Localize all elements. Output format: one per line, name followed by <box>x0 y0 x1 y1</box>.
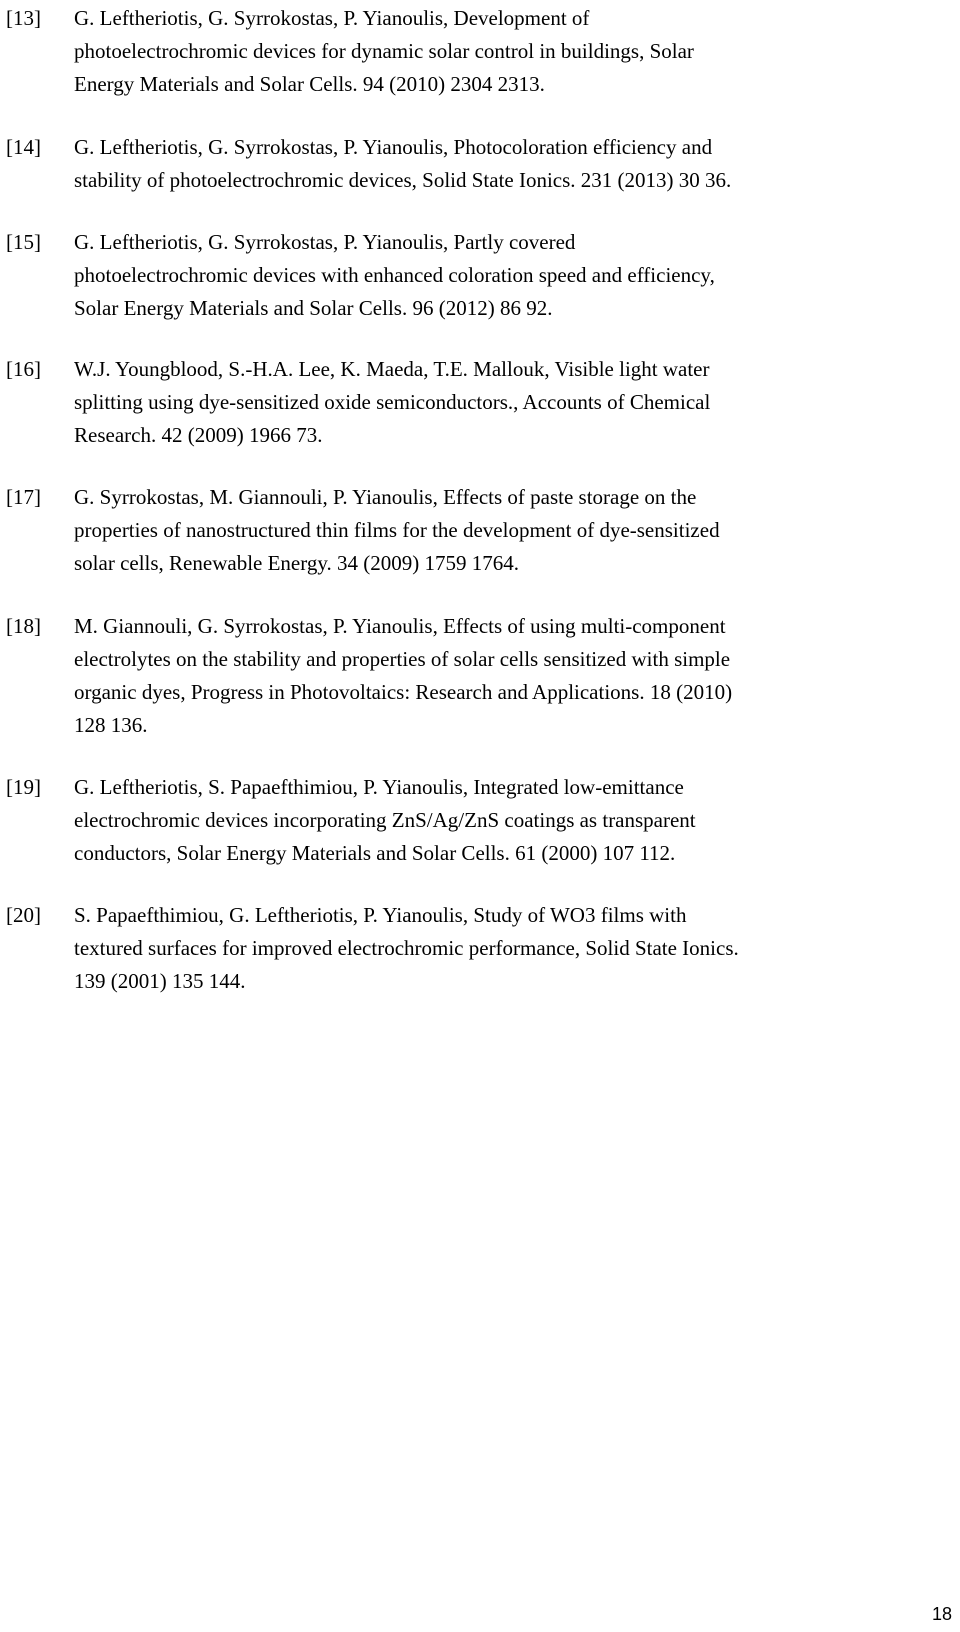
reference-line: G. Syrrokostas, M. Giannouli, P. Yianoulis, Effects of paste storage on the <box>74 485 697 509</box>
reference-entry <box>0 899 960 998</box>
reference-text <box>74 353 954 452</box>
reference-number: [15] <box>6 230 41 254</box>
reference-line: G. Leftheriotis, G. Syrrokostas, P. Yianoulis, Development of <box>74 6 590 30</box>
reference-line: textured surfaces for improved electrochromic performance, Solid State Ionics. <box>74 936 739 960</box>
reference-line: S. Papaefthimiou, G. Leftheriotis, P. Yianoulis, Study of WO3 films with <box>74 903 687 927</box>
reference-line: 139 (2001) 135 144. <box>74 969 246 993</box>
reference-entry <box>0 2 960 101</box>
reference-entry <box>0 481 960 580</box>
reference-line: G. Leftheriotis, S. Papaefthimiou, P. Yianoulis, Integrated low-emittance <box>74 775 684 799</box>
reference-entry <box>0 131 960 197</box>
reference-line: organic dyes, Progress in Photovoltaics: Research and Applications. 18 (2010) <box>74 680 733 704</box>
reference-text <box>74 226 954 325</box>
reference-entry <box>0 226 960 325</box>
page-number: 18 <box>931 1604 952 1624</box>
reference-number: [14] <box>6 135 41 159</box>
reference-line: solar cells, Renewable Energy. 34 (2009) 1759 1764. <box>74 551 519 575</box>
reference-text <box>74 610 954 742</box>
reference-line: 128 136. <box>74 713 148 737</box>
reference-entry <box>0 353 960 452</box>
reference-line: Energy Materials and Solar Cells. 94 (2010) 2304 2313. <box>74 72 545 96</box>
reference-number: [19] <box>6 775 41 799</box>
reference-line: conductors, Solar Energy Materials and Solar Cells. 61 (2000) 107 112. <box>74 841 676 865</box>
reference-line: splitting using dye-sensitized oxide semiconductors., Accounts of Chemical <box>74 390 711 414</box>
reference-line: G. Leftheriotis, G. Syrrokostas, P. Yianoulis, Photocoloration efficiency and <box>74 135 713 159</box>
reference-number: [18] <box>6 614 41 638</box>
reference-line: properties of nanostructured thin films for the development of dye-sensitized <box>74 518 720 542</box>
reference-text <box>74 131 954 197</box>
reference-text <box>74 771 954 870</box>
reference-list <box>0 2 960 998</box>
reference-line: photoelectrochromic devices for dynamic solar control in buildings, Solar <box>74 39 694 63</box>
reference-line: electrochromic devices incorporating ZnS/Ag/ZnS coatings as transparent <box>74 808 696 832</box>
reference-line: photoelectrochromic devices with enhanced coloration speed and efficiency, <box>74 263 715 287</box>
reference-line: stability of photoelectrochromic devices, Solid State Ionics. 231 (2013) 30 36. <box>74 168 732 192</box>
reference-number: [20] <box>6 903 41 927</box>
reference-line: Research. 42 (2009) 1966 73. <box>74 423 323 447</box>
reference-entry <box>0 771 960 870</box>
reference-line: Solar Energy Materials and Solar Cells. 96 (2012) 86 92. <box>74 296 553 320</box>
reference-text <box>74 481 954 580</box>
reference-line: electrolytes on the stability and properties of solar cells sensitized with simple <box>74 647 731 671</box>
reference-entry <box>0 610 960 742</box>
reference-line: W.J. Youngblood, S.-H.A. Lee, K. Maeda, T.E. Mallouk, Visible light water <box>74 357 710 381</box>
reference-text <box>74 899 954 998</box>
reference-text <box>74 2 954 101</box>
reference-number: [16] <box>6 357 41 381</box>
reference-number: [17] <box>6 485 41 509</box>
reference-line: M. Giannouli, G. Syrrokostas, P. Yianoulis, Effects of using multi-component <box>74 614 726 638</box>
reference-line: G. Leftheriotis, G. Syrrokostas, P. Yianoulis, Partly covered <box>74 230 576 254</box>
reference-number: [13] <box>6 6 41 30</box>
